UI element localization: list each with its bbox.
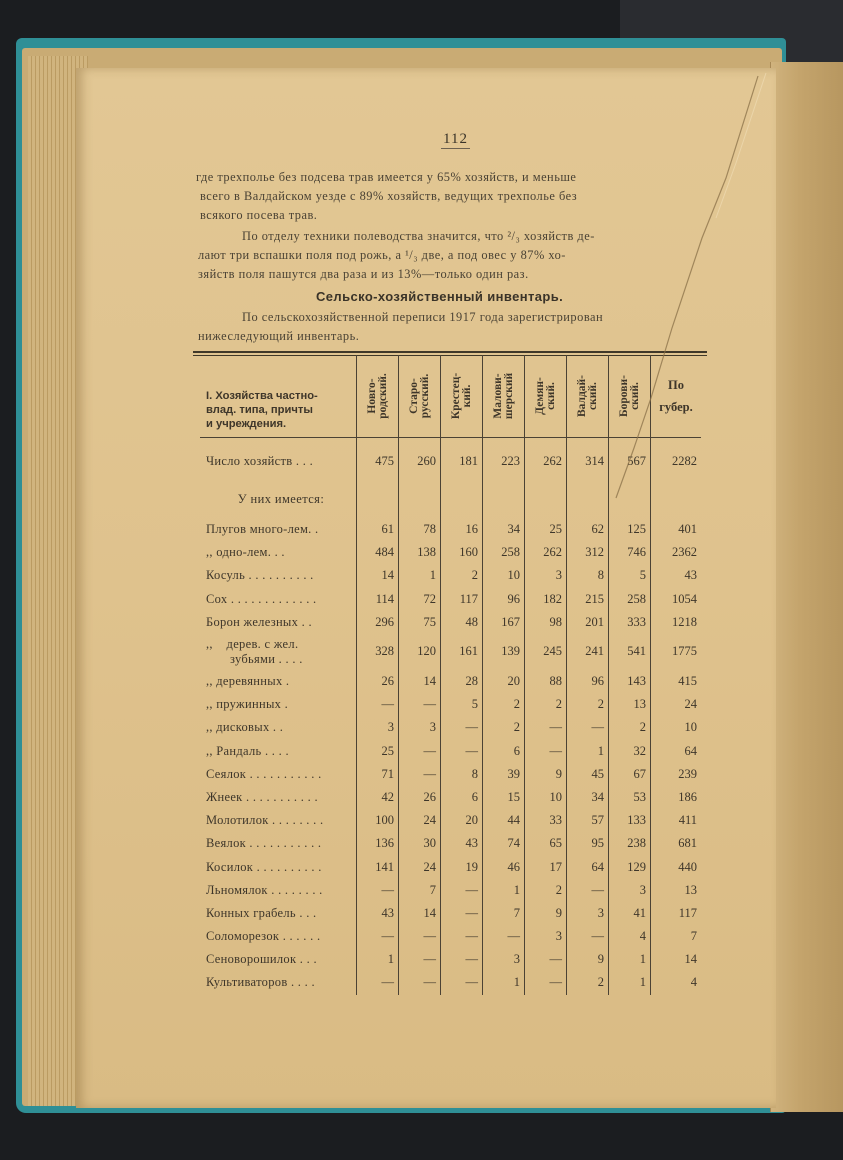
table-row: [200, 634, 701, 670]
table-row-households: [200, 442, 701, 480]
paragraph-line: По отделу техники полеводства значится, что ²/₃ хозяйств де-: [242, 229, 595, 243]
table-cell: 541: [609, 634, 651, 670]
table-subheading-row: [200, 480, 701, 518]
table-cell: 39: [483, 763, 525, 786]
table-cell: —: [441, 740, 483, 763]
table-cell: 1: [567, 740, 609, 763]
row-label: ,, одно-лем. . .: [200, 541, 357, 564]
column-header-krestsy: Крестец- кий.: [441, 355, 483, 438]
row-label: Соломорезок . . . . . .: [200, 925, 357, 948]
table-row: [200, 740, 701, 763]
table-cell: —: [357, 879, 399, 902]
table-cell: 1: [609, 971, 651, 994]
table-cell: 182: [525, 588, 567, 611]
table-cell: 8: [441, 763, 483, 786]
table-cell: —: [525, 948, 567, 971]
table-cell: 2: [441, 564, 483, 587]
table-cell: 17: [525, 855, 567, 878]
table-cell: 10: [483, 564, 525, 587]
table-cell: 2: [525, 879, 567, 902]
table-cell: 9: [567, 948, 609, 971]
table-cell: 67: [609, 763, 651, 786]
table-cell: 53: [609, 786, 651, 809]
column-header-total: По губер.: [659, 378, 693, 414]
table-cell: 8: [567, 564, 609, 587]
table-cell: —: [399, 971, 441, 994]
row-label: Косилок . . . . . . . . . .: [200, 855, 357, 878]
table-cell: 2: [525, 693, 567, 716]
table-cell: 42: [357, 786, 399, 809]
table-cell: 5: [441, 693, 483, 716]
table-cell: 32: [609, 740, 651, 763]
table-cell: 64: [567, 855, 609, 878]
table-cell: 1775: [672, 644, 697, 659]
table-cell: 1218: [672, 614, 697, 629]
table-row: [200, 832, 701, 855]
table-cell: 1: [399, 564, 441, 587]
table-cell: 9: [525, 763, 567, 786]
table-cell: 44: [483, 809, 525, 832]
row-label: Сеялок . . . . . . . . . . .: [200, 763, 357, 786]
row-label: Сох . . . . . . . . . . . . .: [200, 588, 357, 611]
table-row: [200, 541, 701, 564]
table-cell: 3: [567, 902, 609, 925]
table-cell: 34: [483, 518, 525, 541]
table-cell: —: [441, 925, 483, 948]
table-cell: —: [399, 693, 441, 716]
paragraph-line: лают три вспашки поля под рожь, а ¹/₃ две, а под овес у 87% хо-: [198, 248, 566, 262]
row-label: Веялок . . . . . . . . . . .: [200, 832, 357, 855]
inventory-table: [200, 355, 701, 995]
paragraph-line: где трехполье без подсева трав имеется у 65% хозяйств, и меньше: [196, 170, 577, 184]
table-cell: 24: [684, 697, 697, 712]
table-cell: —: [399, 948, 441, 971]
table-cell: 19: [441, 855, 483, 878]
table-cell: 2: [609, 716, 651, 739]
table-cell: 33: [525, 809, 567, 832]
table-cell: —: [441, 716, 483, 739]
table-cell: 14: [357, 564, 399, 587]
table-cell: 296: [357, 611, 399, 634]
table-cell: 34: [567, 786, 609, 809]
row-label: ,, дисковых . .: [200, 716, 357, 739]
table-cell: 7: [483, 902, 525, 925]
table-cell: —: [357, 971, 399, 994]
table-cell: —: [399, 740, 441, 763]
table-cell: 262: [525, 541, 567, 564]
table-cell: 314: [567, 442, 609, 480]
table-cell: 258: [609, 588, 651, 611]
table-cell: 167: [483, 611, 525, 634]
table-cell: 46: [483, 855, 525, 878]
table-cell: 141: [357, 855, 399, 878]
table-row: [200, 763, 701, 786]
table-cell: 161: [441, 634, 483, 670]
table-cell: 2282: [672, 453, 697, 468]
table-cell: 43: [357, 902, 399, 925]
row-label: Сеноворошилок . . .: [200, 948, 357, 971]
column-header-malaya-vishera: Малови- шерский: [483, 355, 525, 438]
row-label: Косуль . . . . . . . . . .: [200, 564, 357, 587]
table-cell: 72: [399, 588, 441, 611]
table-cell: 28: [441, 670, 483, 693]
table-cell: 411: [678, 813, 697, 828]
table-cell: 2: [483, 693, 525, 716]
table-cell: 14: [399, 902, 441, 925]
table-header-row: [200, 355, 701, 438]
table-cell: 239: [678, 766, 697, 781]
table-cell: 74: [483, 832, 525, 855]
table-cell: 160: [441, 541, 483, 564]
row-label: Борон железных . .: [200, 611, 357, 634]
table-cell: —: [441, 971, 483, 994]
table-row: [200, 948, 701, 971]
table-cell: 1: [357, 948, 399, 971]
table-cell: 415: [678, 674, 697, 689]
table-cell: 71: [357, 763, 399, 786]
table-row: [200, 879, 701, 902]
table-row: [200, 693, 701, 716]
table-cell: 78: [399, 518, 441, 541]
table-cell: 10: [684, 720, 697, 735]
table-cell: 129: [609, 855, 651, 878]
table-cell: 333: [609, 611, 651, 634]
row-label: ,, деревянных .: [200, 670, 357, 693]
table-row: [200, 518, 701, 541]
paragraph-line: всякого посева трав.: [200, 208, 318, 222]
table-cell: 484: [357, 541, 399, 564]
table-row: [200, 716, 701, 739]
row-label: Культиваторов . . . .: [200, 971, 357, 994]
table-cell: 120: [399, 634, 441, 670]
table-cell: 139: [483, 634, 525, 670]
table-cell: —: [399, 763, 441, 786]
table-cell: —: [357, 693, 399, 716]
table-cell: —: [567, 716, 609, 739]
table-row: [200, 564, 701, 587]
table-cell: 1: [609, 948, 651, 971]
section-heading: Сельско-хозяйственный инвентарь.: [316, 289, 564, 304]
table-cell: 62: [567, 518, 609, 541]
table-cell: 75: [399, 611, 441, 634]
table-cell: 15: [483, 786, 525, 809]
row-label: Число хозяйств . . .: [200, 442, 357, 480]
column-header-borovichi: Борови- ский.: [609, 355, 651, 438]
row-label: ,, дерев. с жел. зубьями . . . .: [200, 634, 357, 670]
table-cell: 215: [567, 588, 609, 611]
table-cell: 24: [399, 855, 441, 878]
table-cell: 6: [483, 740, 525, 763]
table-cell: 20: [441, 809, 483, 832]
table-cell: 2362: [672, 545, 697, 560]
column-header-novgorod: Новго- родский.: [357, 355, 399, 438]
table-cell: 3: [483, 948, 525, 971]
table-cell: 181: [441, 442, 483, 480]
table-cell: 65: [525, 832, 567, 855]
table-row: [200, 786, 701, 809]
table-cell: 186: [678, 789, 697, 804]
table-cell: 2: [567, 693, 609, 716]
table-cell: 43: [684, 568, 697, 583]
table-cell: 64: [684, 743, 697, 758]
table-cell: 3: [525, 564, 567, 587]
table-row: [200, 809, 701, 832]
table-cell: 2: [483, 716, 525, 739]
intro-line: По сельскохозяйственной переписи 1917 года зарегистрирован: [242, 310, 604, 324]
table-cell: 136: [357, 832, 399, 855]
table-cell: —: [567, 879, 609, 902]
row-subheading: У них имеется:: [200, 480, 357, 518]
table-cell: 13: [609, 693, 651, 716]
table-cell: 328: [357, 634, 399, 670]
table-cell: 10: [525, 786, 567, 809]
table-cell: 7: [399, 879, 441, 902]
table-row: [200, 670, 701, 693]
table-cell: 117: [678, 905, 697, 920]
table-cell: —: [525, 971, 567, 994]
intro-line: нижеследующий инвентарь.: [198, 329, 360, 343]
table-cell: 258: [483, 541, 525, 564]
table-cell: 3: [525, 925, 567, 948]
table-cell: 2: [567, 971, 609, 994]
table-cell: —: [525, 716, 567, 739]
table-cell: 43: [441, 832, 483, 855]
table-cell: 48: [441, 611, 483, 634]
table-cell: 440: [678, 859, 697, 874]
table-cell: 25: [525, 518, 567, 541]
table-cell: —: [525, 740, 567, 763]
table-cell: —: [441, 902, 483, 925]
row-label: Жнеек . . . . . . . . . . .: [200, 786, 357, 809]
table-cell: 3: [357, 716, 399, 739]
page-number: 112: [443, 131, 468, 147]
table-cell: 1: [483, 879, 525, 902]
column-header-demyansk: Демян- ский.: [525, 355, 567, 438]
table-cell: 262: [525, 442, 567, 480]
table-row: [200, 611, 701, 634]
row-label: Молотилок . . . . . . . .: [200, 809, 357, 832]
table-cell: 26: [357, 670, 399, 693]
table-cell: 567: [609, 442, 651, 480]
table-cell: 45: [567, 763, 609, 786]
table-cell: 13: [684, 882, 697, 897]
facing-page-edge: [770, 62, 843, 1112]
table-cell: 681: [678, 836, 697, 851]
table-cell: 133: [609, 809, 651, 832]
table-cell: 30: [399, 832, 441, 855]
table-cell: 16: [441, 518, 483, 541]
table-cell: —: [441, 879, 483, 902]
table-cell: 96: [567, 670, 609, 693]
table-cell: 746: [609, 541, 651, 564]
table-cell: —: [567, 925, 609, 948]
table-cell: 3: [609, 879, 651, 902]
row-label: Конных грабель . . .: [200, 902, 357, 925]
table-cell: 57: [567, 809, 609, 832]
table-cell: 9: [525, 902, 567, 925]
table-cell: 4: [609, 925, 651, 948]
table-cell: 475: [357, 442, 399, 480]
table-cell: 3: [399, 716, 441, 739]
row-label: ,, Рандаль . . . .: [200, 740, 357, 763]
table-cell: 245: [525, 634, 567, 670]
table-cell: 1054: [672, 591, 697, 606]
table-cell: 260: [399, 442, 441, 480]
column-header-valday: Валдай- ский.: [567, 355, 609, 438]
table-cell: 100: [357, 809, 399, 832]
table-cell: 25: [357, 740, 399, 763]
table-cell: —: [399, 925, 441, 948]
table-cell: 5: [609, 564, 651, 587]
table-cell: 14: [684, 952, 697, 967]
category-header: I. Хозяйства частно- влад. типа, причты и учреждения.: [200, 355, 357, 438]
table-cell: 223: [483, 442, 525, 480]
table-cell: 241: [567, 634, 609, 670]
row-label: ,, пружинных .: [200, 693, 357, 716]
column-header-staraya-russa: Старо- русский.: [399, 355, 441, 438]
table-cell: 20: [483, 670, 525, 693]
table-row: [200, 925, 701, 948]
table-cell: 138: [399, 541, 441, 564]
table-top-rule: [193, 351, 707, 353]
row-label: Льномялок . . . . . . . .: [200, 879, 357, 902]
table-cell: 312: [567, 541, 609, 564]
table-cell: 7: [690, 929, 697, 944]
table-cell: 143: [609, 670, 651, 693]
table-row: [200, 588, 701, 611]
paragraph-line: всего в Валдайском уезде с 89% хозяйств, ведущих трехполье без: [200, 189, 578, 203]
table-row: [200, 971, 701, 994]
table-cell: 88: [525, 670, 567, 693]
table-cell: 26: [399, 786, 441, 809]
row-label: Плугов много-лем. .: [200, 518, 357, 541]
table-cell: 117: [441, 588, 483, 611]
table-cell: 96: [483, 588, 525, 611]
table-cell: 6: [441, 786, 483, 809]
table-cell: 125: [609, 518, 651, 541]
table-cell: 41: [609, 902, 651, 925]
table-row: [200, 902, 701, 925]
table-cell: 61: [357, 518, 399, 541]
table-cell: 238: [609, 832, 651, 855]
table-cell: 98: [525, 611, 567, 634]
book-page: [76, 68, 776, 1108]
table-cell: 114: [357, 588, 399, 611]
table-cell: 95: [567, 832, 609, 855]
table-cell: —: [441, 948, 483, 971]
table-cell: 1: [483, 971, 525, 994]
table-cell: —: [357, 925, 399, 948]
paragraph-line: зяйств поля пашутся два раза и из 13%—только один раз.: [198, 267, 529, 281]
table-row: [200, 855, 701, 878]
table-cell: 24: [399, 809, 441, 832]
table-cell: 4: [690, 975, 697, 990]
table-cell: 201: [567, 611, 609, 634]
table-cell: —: [483, 925, 525, 948]
table-cell: 14: [399, 670, 441, 693]
table-cell: 401: [678, 522, 697, 537]
